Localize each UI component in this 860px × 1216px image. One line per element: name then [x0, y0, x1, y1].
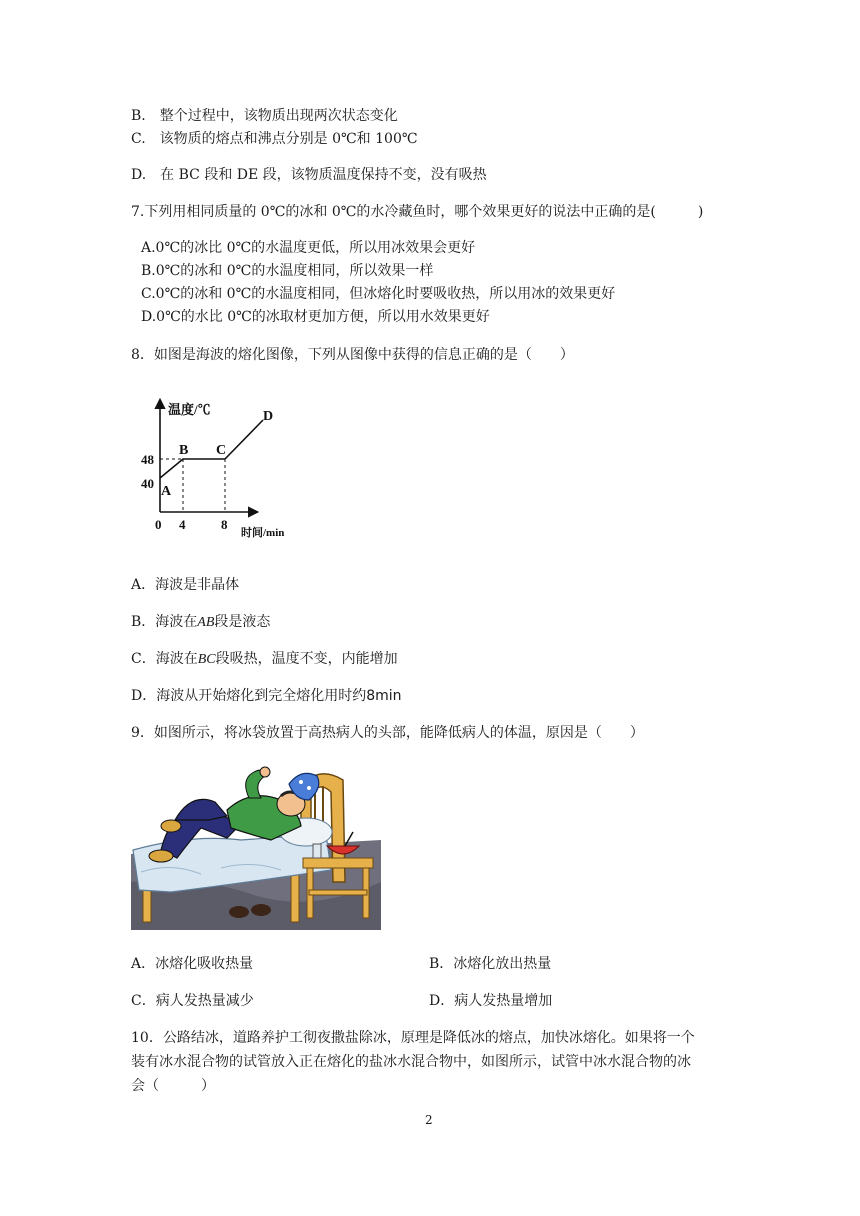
x-tick-8: 8	[221, 517, 228, 532]
q6-option-c: C. 该物质的熔点和沸点分别是 0℃和 100℃	[131, 131, 418, 147]
q9-option-d: D．病人发热量增加	[429, 993, 553, 1009]
q9-option-c: C．病人发热量减少	[131, 993, 254, 1009]
q7-stem: 7.下列用相同质量的 0℃的冰和 0℃的水冷藏鱼时，哪个效果更好的说法中正确的是( )	[131, 204, 704, 220]
point-c-label: C	[216, 443, 227, 458]
y-tick-40: 40	[141, 476, 154, 491]
q10-stem-line-1: 10．公路结冰，道路养护工彻夜撒盐除冰，原理是降低冰的熔点，加快冰熔化。如果将一个	[131, 1030, 695, 1046]
bedside-table	[303, 858, 373, 868]
q7-option-d: D.0℃的水比 0℃的冰取材更加方便，所以用水效果更好	[141, 309, 490, 325]
q8-option-c: C．海波在BC段吸热，温度不变，内能增加	[131, 651, 398, 667]
y-tick-48: 48	[141, 452, 154, 467]
q9-option-b: B．冰熔化放出热量	[429, 956, 552, 972]
point-a-label: A	[161, 484, 172, 499]
x-tick-0: 0	[155, 517, 162, 532]
q7-option-a: A.0℃的冰比 0℃的水温度更低，所以用冰效果会更好	[141, 240, 476, 256]
point-d-label: D	[263, 409, 274, 424]
q9-stem: 9．如图所示，将冰袋放置于高热病人的头部，能降低病人的体温，原因是（ ）	[131, 725, 644, 741]
q8-option-d: D．海波从开始熔化到完全熔化用时约8min	[131, 688, 402, 704]
var-bc: BC	[197, 652, 216, 667]
q8-option-a: A．海波是非晶体	[131, 577, 240, 593]
q8-option-b: B．海波在AB段是液态	[131, 614, 271, 630]
var-ab: AB	[197, 615, 215, 630]
q7-option-c: C.0℃的冰和 0℃的水温度相同，但冰熔化时要吸收热，所以用冰的效果更好	[141, 286, 616, 302]
page-number: 2	[425, 1113, 433, 1127]
q8-stem: 8．如图是海波的熔化图像，下列从图像中获得的信息正确的是（ ）	[131, 347, 574, 363]
q6-option-d: D. 在 BC 段和 DE 段，该物质温度保持不变，没有吸热	[131, 167, 487, 183]
q8-melting-graph	[135, 390, 315, 550]
point-b-label: B	[179, 443, 189, 458]
q9-option-a: A．冰熔化吸收热量	[131, 956, 254, 972]
q10-stem-line-2: 装有冰水混合物的试管放入正在熔化的盐冰水混合物中，如图所示，试管中冰水混合物的冰	[131, 1054, 691, 1070]
q10-stem-line-3: 会（ ）	[131, 1078, 215, 1094]
x-axis-label: 时间/min	[241, 527, 285, 539]
x-tick-4: 4	[179, 517, 186, 532]
q7-option-b: B.0℃的冰和 0℃的水温度相同，所以效果一样	[141, 263, 434, 279]
q9-ice-bag-illustration	[131, 762, 381, 930]
melting-curve	[160, 420, 263, 478]
y-axis-label: 温度/℃	[168, 402, 211, 417]
q6-option-b: B. 整个过程中，该物质出现两次状态变化	[131, 108, 398, 124]
